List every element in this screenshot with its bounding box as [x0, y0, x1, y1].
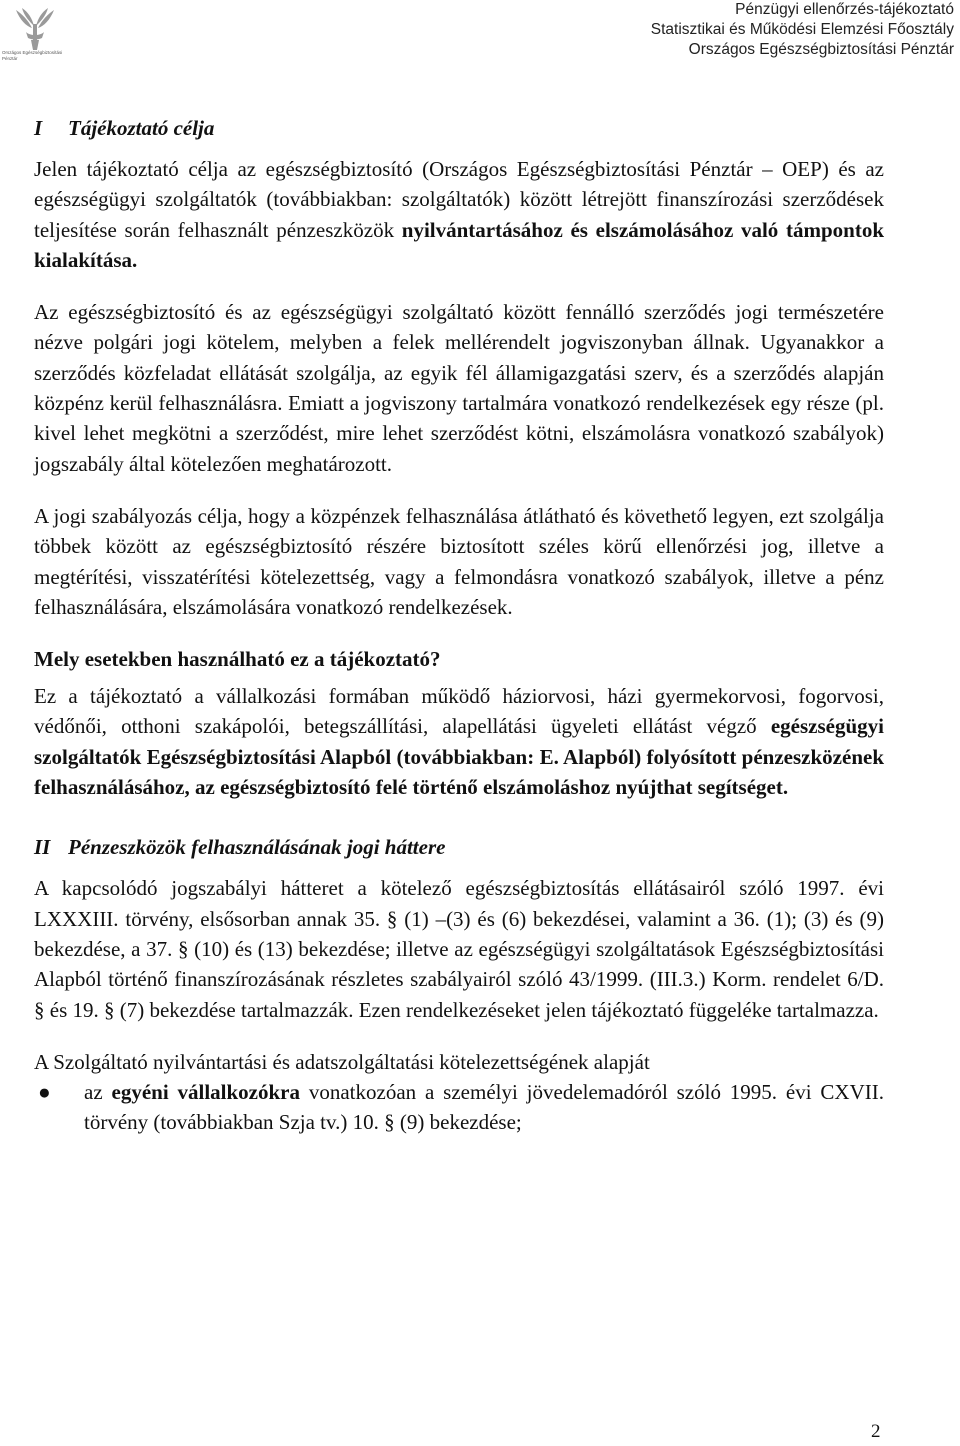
section-2-paragraph-1: A kapcsolódó jogszabályi hátteret a kötelező egészségbiztosítás ellátásairól szóló 1997. évi LXXXIII. törvény, elsősorban annak 35. § (1) –(3) és (6) bekezdései, valamint a 36. (1); (3) és (9) bekezdése, a 37. § (10) és (13) bekezdése; illetve az egészségügyi szolgáltatások Egészségbiztosítási Alapból történő finanszírozásának részletes szabályairól szóló 43/1999. (III.3.) Korm. rendelet 6/D. § és 19. § (7) bekezdése tartalmazzák. Ezen rendelkezéseket jelen tájékoztató függeléke tartalmazza. — [34, 876, 884, 1022]
section-1-number: I — [34, 116, 43, 140]
header-line-2: Statisztikai és Működési Elemzési Főosztály — [650, 21, 954, 38]
list-item-bold-text: egyéni vállalkozókra — [111, 1080, 301, 1105]
section-1-paragraph-3: A jogi szabályozás célja, hogy a közpénzek felhasználása átlátható és követhető legyen, ezt szolgálja többek között az egészségbiztosító részére biztosított széles körű ellenőrzési jog, illetve a megtérítési, visszatérítési kötelezettség, vagy a felmondásra vonatkozó szabályok, illetve a pénz felhasználására, elszámolására vonatkozó rendelkezések. — [34, 503, 884, 619]
section-2-paragraph-2: A Szolgáltató nyilvántartási és adatszolgáltatási kötelezettségének alapját — [34, 1049, 650, 1074]
list-item-text: az — [84, 1080, 112, 1105]
logo-caption: Országos Egészségbiztosítási Pénztár — [2, 50, 63, 61]
paragraph-text: Ez a tájékoztató a vállalkozási formában működő háziorvosi, házi gyermekorvosi, fogorvosi, védőnői, otthoni szakápolói, betegszállítási, alapellátási ügyeleti ellátást végző — [34, 684, 884, 739]
document-body — [34, 113, 884, 1138]
section-1-title: Tájékoztató célja — [68, 116, 215, 140]
paragraph-bold-text: nyilvántartásához és elszámolásához való támpontok kialakítása. — [34, 217, 885, 272]
page-header — [651, 0, 954, 60]
section-1-paragraph-1 — [34, 154, 884, 275]
paragraph-bold-text: egészségügyi szolgáltatók Egészségbiztosítási Alapból (továbbiakban: E. Alapból) folyósított pénzeszközének felhasználásához, az egészségbiztosító felé történő elszámoláshoz nyújthat segítséget. — [34, 714, 884, 800]
question-heading: Mely esetekben használható ez a tájékoztató? — [34, 647, 441, 672]
header-line-1: Pénzügyi ellenőrzés-tájékoztató — [735, 1, 954, 18]
bullet-icon: ● — [38, 1080, 51, 1105]
paragraph-text: Jelen tájékoztató célja az egészségbiztosító (Országos Egészségbiztosítási Pénztár – OEP) és az egészségügyi szolgáltatók (továbbiakban: szolgáltatók) között létrejött finanszírozási szerződések teljesítése során felhasznált pénzeszközök — [34, 157, 884, 242]
page-number: 2 — [871, 1421, 881, 1442]
section-1-heading — [34, 113, 884, 143]
section-1-paragraph-2: Az egészségbiztosító és az egészségügyi szolgáltató között fennálló szerződés jogi természetére nézve polgári jogi kötelem, melyben a felek mellérendelt jogviszonyban állnak. Ugyanakkor a szerződés közfeladat ellátását szolgálja, az egyik fél államigazgatási szerv, és a szerződés alapján közpénz kerül felhasználásra. Emiatt a jogviszony tartalmára vonatkozó rendelkezések egy része (pl. kivel lehet megkötni a szerződést, mire lehet szerződést kötni, elszámolásra vonatkozó szabályok) jogszabály által kötelezően meghatározott. — [34, 300, 884, 476]
section-1-paragraph-4 — [34, 681, 884, 802]
section-2-number: II — [34, 835, 51, 860]
section-2-heading — [34, 832, 884, 862]
list-item — [34, 1077, 884, 1138]
header-line-3: Országos Egészségbiztosítási Pénztár — [688, 41, 954, 58]
list-item-text: vonatkozóan a személyi jövedelemadóról szóló 1995. évi CXVII. törvény (továbbiakban Szja tv.) 10. § (9) bekezdése; — [84, 1080, 884, 1135]
section-2-title: Pénzeszközök felhasználásának jogi háttere — [68, 835, 446, 860]
